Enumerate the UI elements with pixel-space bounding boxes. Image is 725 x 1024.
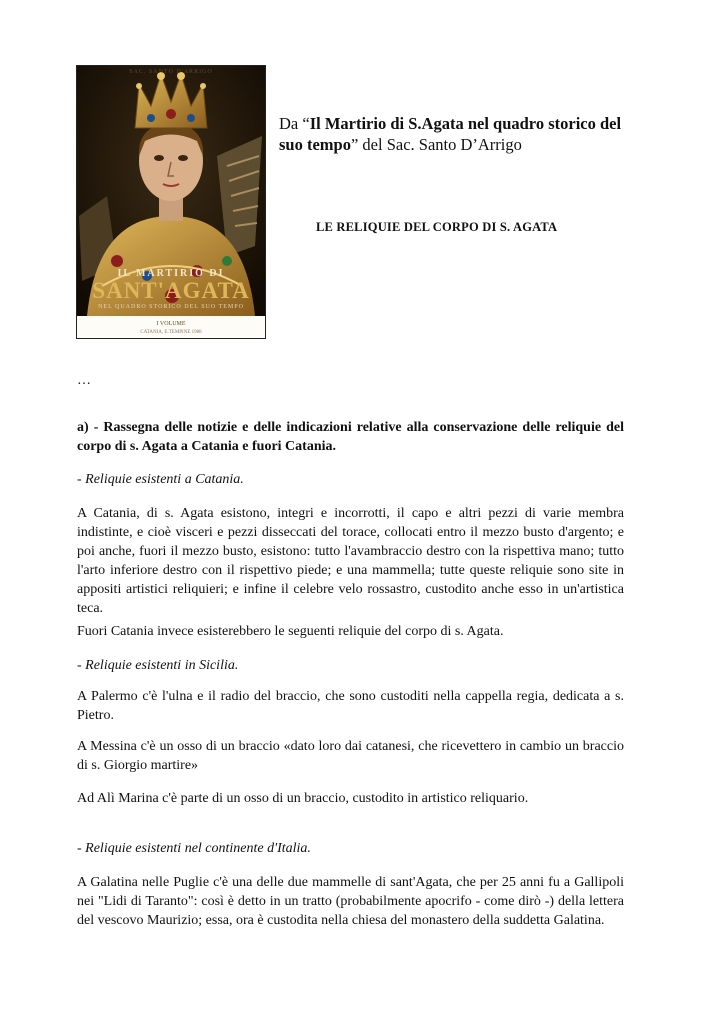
cover-author: SAC. SANTO D'ARRIGO <box>129 69 213 75</box>
ellipsis: … <box>77 373 91 388</box>
paragraph-palermo: A Palermo c'è l'ulna e il radio del braccio, che sono custoditi nella cappella regia, dedicata a s. Pietro. <box>77 689 624 723</box>
cover-footer: CATANIA, E.TEMPINE 1988 <box>140 330 202 335</box>
paragraph-catania: A Catania, di s. Agata esistono, integri e incorrotti, il capo e altri pezzi di varie membra indistinte, e cioè visceri e pezzi disseccati del torace, collocati entro il mezzo busto d'argento; e poi anche, fuori il mezzo busto, esistono: tutto l'avambraccio destro con la rispettiva mano; tutto l'arto inferiore destro con il rispettivo piede; e una mammella; tutte queste reliquie sono site in appositi artistici reliquieri; e infine il celebre velo rossastro, custodito anche esso in un'artistica teca. <box>77 506 624 616</box>
book-cover-image <box>76 65 266 339</box>
cover-title-line1: IL MARTIRIO DI <box>117 268 225 279</box>
paragraph-fuori-catania: Fuori Catania invece esisterebbero le seguenti reliquie del corpo di s. Agata. <box>77 624 504 639</box>
section-title: LE RELIQUIE DEL CORPO DI S. AGATA <box>316 220 558 234</box>
subheading-sicilia: - Reliquie esistenti in Sicilia. <box>77 658 239 673</box>
headline-prefix: Da “ <box>279 114 310 133</box>
heading-rassegna: a) - Rassegna delle notizie e delle indicazioni relative alla conservazione delle reliquie del corpo di s. Agata a Catania e fuori Catania. <box>77 420 624 454</box>
headline-book-title: Il Martirio di S.Agata nel quadro storico del suo tempo <box>279 114 622 154</box>
cover-title-panel <box>77 316 265 339</box>
paragraph-galatina: A Galatina nelle Puglie c'è una delle due mammelle di sant'Agata, che per 25 anni fu a Gallipoli nei "Lidi di Taranto": così è detto in un tratto (probabilmente apocrifo - come dirò -) della lettera del vescovo Maurizio; essa, ora è custodita nella chiesa del monastero della suddetta Galatina. <box>77 875 624 928</box>
headline-suffix: ” del Sac. Santo D’Arrigo <box>350 135 522 154</box>
subheading-continente: - Reliquie esistenti nel continente d'Italia. <box>77 841 311 856</box>
cover-title-line2: SANT'AGATA <box>92 278 250 303</box>
cover-subtitle: NEL QUADRO STORICO DEL SUO TEMPO <box>98 304 244 310</box>
paragraph-messina: A Messina c'è un osso di un braccio «dato loro dai catanesi, che ricevettero in cambio un braccio di s. Giorgio martire» <box>77 739 624 773</box>
source-headline <box>279 113 639 155</box>
cover-volume: I VOLUME <box>156 321 186 327</box>
subheading-catania: - Reliquie esistenti a Catania. <box>77 472 244 487</box>
paragraph-ali-marina: Ad Alì Marina c'è parte di un osso di un braccio, custodito in artistico reliquario. <box>77 791 529 806</box>
